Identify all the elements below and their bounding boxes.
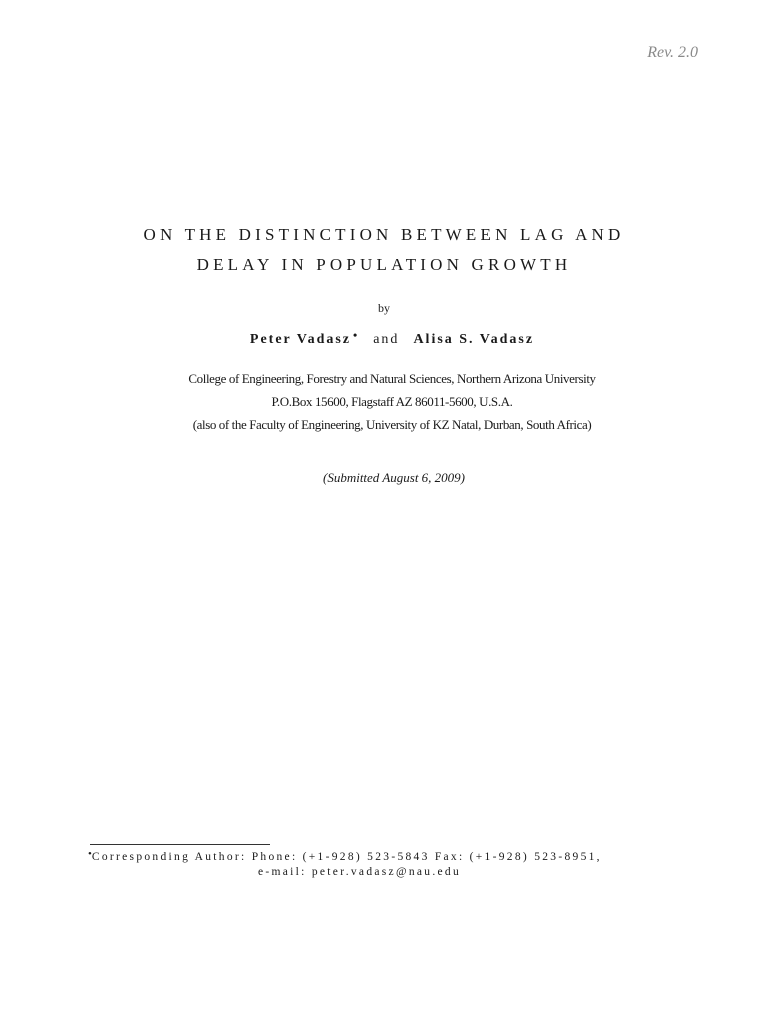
author-line xyxy=(0,328,768,348)
footnote-marker: • xyxy=(88,848,92,860)
corresponding-author-marker: • xyxy=(353,328,360,342)
title-line-1: ON THE DISTINCTION BETWEEN LAG AND xyxy=(143,225,625,244)
affiliation-line-3: (also of the Faculty of Engineering, University of KZ Natal, Durban, South Africa) xyxy=(192,417,592,432)
submission-date: (Submitted August 6, 2009) xyxy=(322,470,466,485)
by-label: by xyxy=(378,301,390,315)
footnote-line-1: Corresponding Author: Phone: (+1-928) 523-5843 Fax: (+1-928) 523-8951, xyxy=(91,851,602,863)
paper-title xyxy=(0,220,768,280)
affiliation-line-1: College of Engineering, Forestry and Natural Sciences, Northern Arizona University xyxy=(188,371,596,386)
affiliation-line-2: P.O.Box 15600, Flagstaff AZ 86011-5600, U.S.A. xyxy=(271,394,513,409)
footnote xyxy=(88,850,688,880)
title-line-2: DELAY IN POPULATION GROWTH xyxy=(196,255,572,274)
author-2-name: Alisa S. Vadasz xyxy=(413,332,535,347)
affiliation-block xyxy=(0,367,768,436)
footnote-divider xyxy=(90,844,270,845)
author-conjunction: and xyxy=(373,332,400,347)
author-1-name: Peter Vadasz xyxy=(249,332,352,347)
revision-label: Rev. 2.0 xyxy=(647,44,698,61)
footnote-line-2: e-mail: peter.vadasz@nau.edu xyxy=(258,866,462,878)
